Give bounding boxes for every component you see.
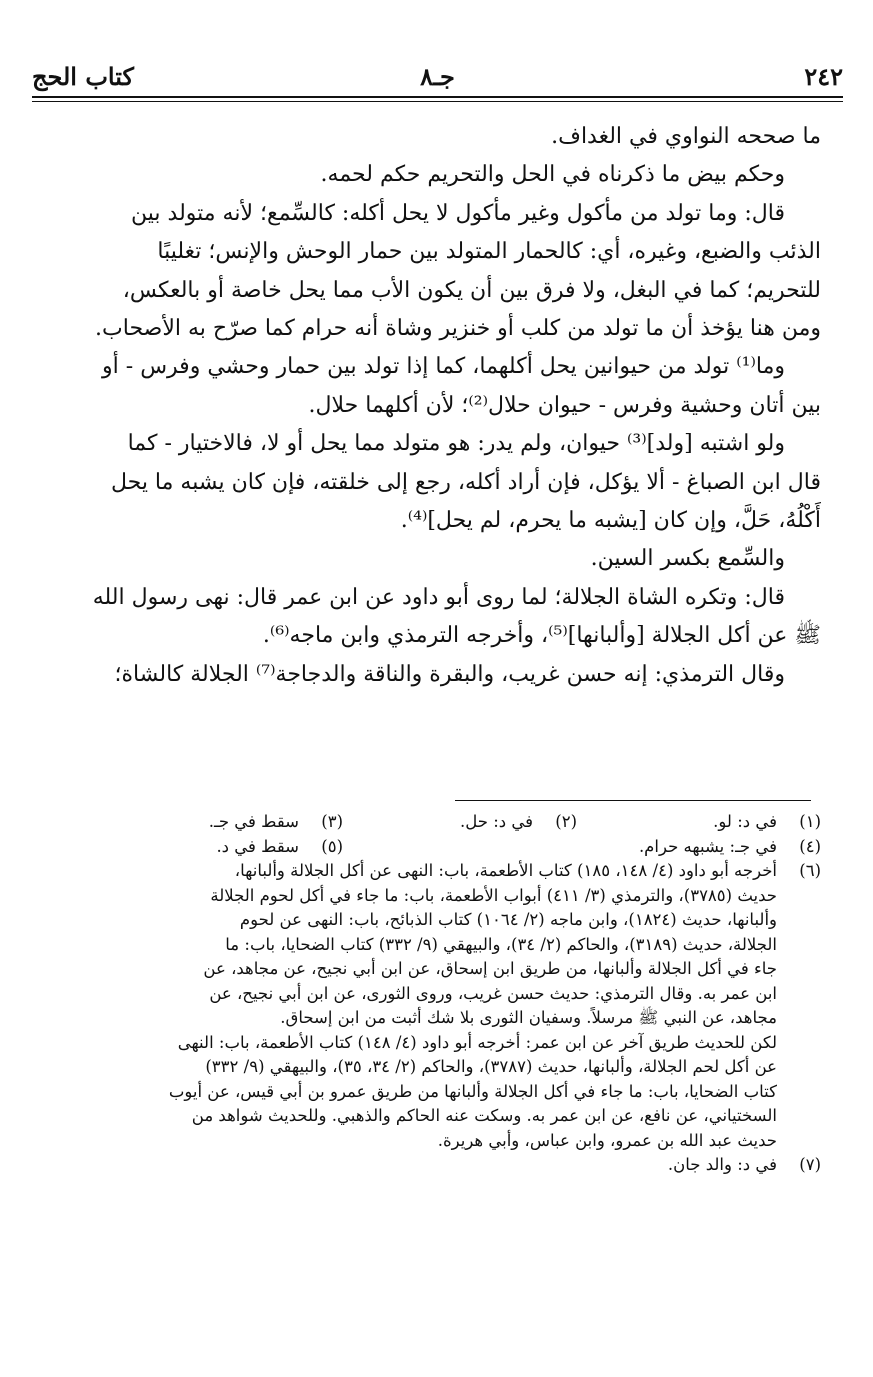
footnote-text: في د: حل. (460, 812, 533, 831)
footnote-line: السختياني، عن نافع، عن ابن عمر به. وسكت عنه الحاكم والذهبي. وللحديث شواهد من (191, 1106, 777, 1125)
footnote-number: (٧) (799, 1155, 821, 1174)
text-line: ﷺ عن أكل الجلالة [وألبانها]⁽⁵⁾، وأخرجه الترمذي وابن ماجه⁽⁶⁾. (262, 623, 821, 649)
footnotes (46, 810, 821, 1178)
text-line: ما صححه النواوي في الغداف. (551, 124, 821, 149)
footnote-line: حديث (٣٧٨٥)، والترمذي (٣/ ٤١١) أبواب الأطعمة، باب: ما جاء في أكل لحوم الجلالة (210, 885, 777, 905)
footnote-text: في جـ: يشبهه حرام. (638, 836, 777, 856)
header-rule-thin (32, 101, 843, 102)
footnote-line: عن أكل لحم الجلالة، وألبانها، حديث (٣٧٨٧)، والحاكم (٢/ ٣٤، ٣٥)، والبيهقي (٩/ ٣٣٢) (205, 1057, 777, 1076)
book-title: كتاب الحج (32, 62, 134, 91)
text-line: ولو اشتبه [ولد]⁽³⁾ حيوان، ولم يدر: هو متولد مما يحل أو لا، فالاختيار - كما (127, 431, 785, 457)
footnote-line: الجلالة، حديث (٣١٨٩)، والحاكم (٢/ ٣٤)، والبيهقي (٩/ ٣٣٢) كتاب الضحايا، باب: ما (225, 934, 777, 954)
paragraph (46, 118, 821, 156)
paragraph (46, 540, 821, 578)
paragraph (46, 195, 821, 349)
main-text (46, 118, 821, 694)
paragraph (46, 156, 821, 194)
paragraph (46, 348, 821, 425)
footnote-number: (٢) (555, 812, 577, 831)
text-line: قال ابن الصباغ - ألا يؤكل، فإن أراد أكله، رجع إلى خلقته، فإن كان يشبه ما يحل (110, 469, 821, 495)
footnote-line: مجاهد، عن النبي ﷺ مرسلاً. وسفيان الثورى بلا شك أثبت من ابن إسحاق. (280, 1008, 777, 1027)
footnote-text: سقط في جـ. (208, 812, 299, 831)
text-line: وقال الترمذي: إنه حسن غريب، والبقرة والناقة والدجاجة⁽⁷⁾ الجلالة كالشاة؛ (114, 661, 785, 687)
text-line: بين أتان وحشية وفرس - حيوان حلال⁽²⁾؛ لأن أكلهما حلال. (308, 392, 821, 418)
text-line: قال: وتكره الشاة الجلالة؛ لما روى أبو داود عن ابن عمر قال: نهى رسول الله (92, 584, 785, 610)
footnote-line: أخرجه أبو داود (٤/ ١٤٨، ١٨٥) كتاب الأطعمة، باب: النهى عن أكل الجلالة وألبانها، (234, 861, 777, 880)
footnote-line: ابن عمر به. وقال الترمذي: حديث حسن غريب، وروى الثورى، عن ابن أبي نجيح، عن (209, 983, 777, 1003)
text-line: قال: وما تولد من مأكول وغير مأكول لا يحل أكله: كالسِّمع؛ لأنه متولد بين (131, 200, 785, 226)
header-rule-thick (32, 96, 843, 98)
footnote-number: (٣) (321, 812, 343, 831)
footnote-row (46, 835, 821, 860)
footnote-line: وألبانها، حديث (١٨٢٤)، وابن ماجه (٢/ ١٠٦٤) كتاب الذبائح، باب: النهى عن لحوم (239, 910, 777, 929)
text-line: أَكْلُهُ، حَلَّ، وإن كان [يشبه ما يحرم، لم يحل]⁽⁴⁾. (400, 508, 821, 534)
footnote-separator (455, 800, 811, 801)
footnote-7 (46, 1153, 821, 1178)
footnote-body (46, 859, 777, 1153)
footnote-text: سقط في د. (216, 836, 299, 856)
footnote-row (46, 810, 821, 835)
text-line: ومن هنا يؤخذ أن ما تولد من كلب أو خنزير وشاة أنه حرام كما صرّح به الأصحاب. (95, 316, 821, 342)
text-line: والسِّمع بكسر السين. (590, 546, 785, 572)
text-line: للتحريم؛ كما في البغل، ولا فرق بين أن يكون الأب مما يحل خاصة أو بالعكس، (122, 277, 821, 303)
text-line: الذئب والضبع، وغيره، أي: كالحمار المتولد بين حمار الوحش والإنس؛ تغليبًا (157, 239, 821, 265)
footnote-text: في د: والد جان. (667, 1155, 777, 1174)
footnote-text: في د: لو. (713, 812, 777, 831)
footnote-number: (٥) (321, 836, 343, 856)
volume-label: جـ٨ (420, 62, 455, 91)
paragraph (46, 656, 821, 694)
footnote-line: كتاب الضحايا، باب: ما جاء في أكل الجلالة وألبانها من طريق عمرو بن أبي قيس، عن أيوب (168, 1081, 777, 1101)
paragraph (46, 579, 821, 656)
footnote-number: (٦) (799, 861, 821, 880)
page-header (32, 52, 843, 98)
page-number: ٢٤٢ (804, 62, 843, 91)
footnote-6 (46, 859, 821, 1153)
paragraph (46, 425, 821, 540)
footnote-line: حديث عبد الله بن عمرو، وابن عباس، وأبي هريرة. (437, 1130, 777, 1150)
text-line: وحكم بيض ما ذكرناه في الحل والتحريم حكم لحمه. (320, 162, 785, 188)
footnote-line: جاء في أكل الجلالة وألبانها، من طريق ابن إسحاق، عن ابن أبي نجيح، عن مجاهد، عن (203, 959, 777, 978)
footnote-number: (١) (799, 812, 821, 831)
footnote-number: (٤) (799, 836, 821, 856)
footnote-line: لكن للحديث طريق آخر عن ابن عمر: أخرجه أبو داود (٤/ ١٤٨) كتاب الأطعمة، باب: النهى (177, 1032, 777, 1052)
text-line: وما⁽¹⁾ تولد من حيوانين يحل أكلهما، كما إذا تولد بين حمار وحشي وفرس - أو (102, 354, 785, 380)
